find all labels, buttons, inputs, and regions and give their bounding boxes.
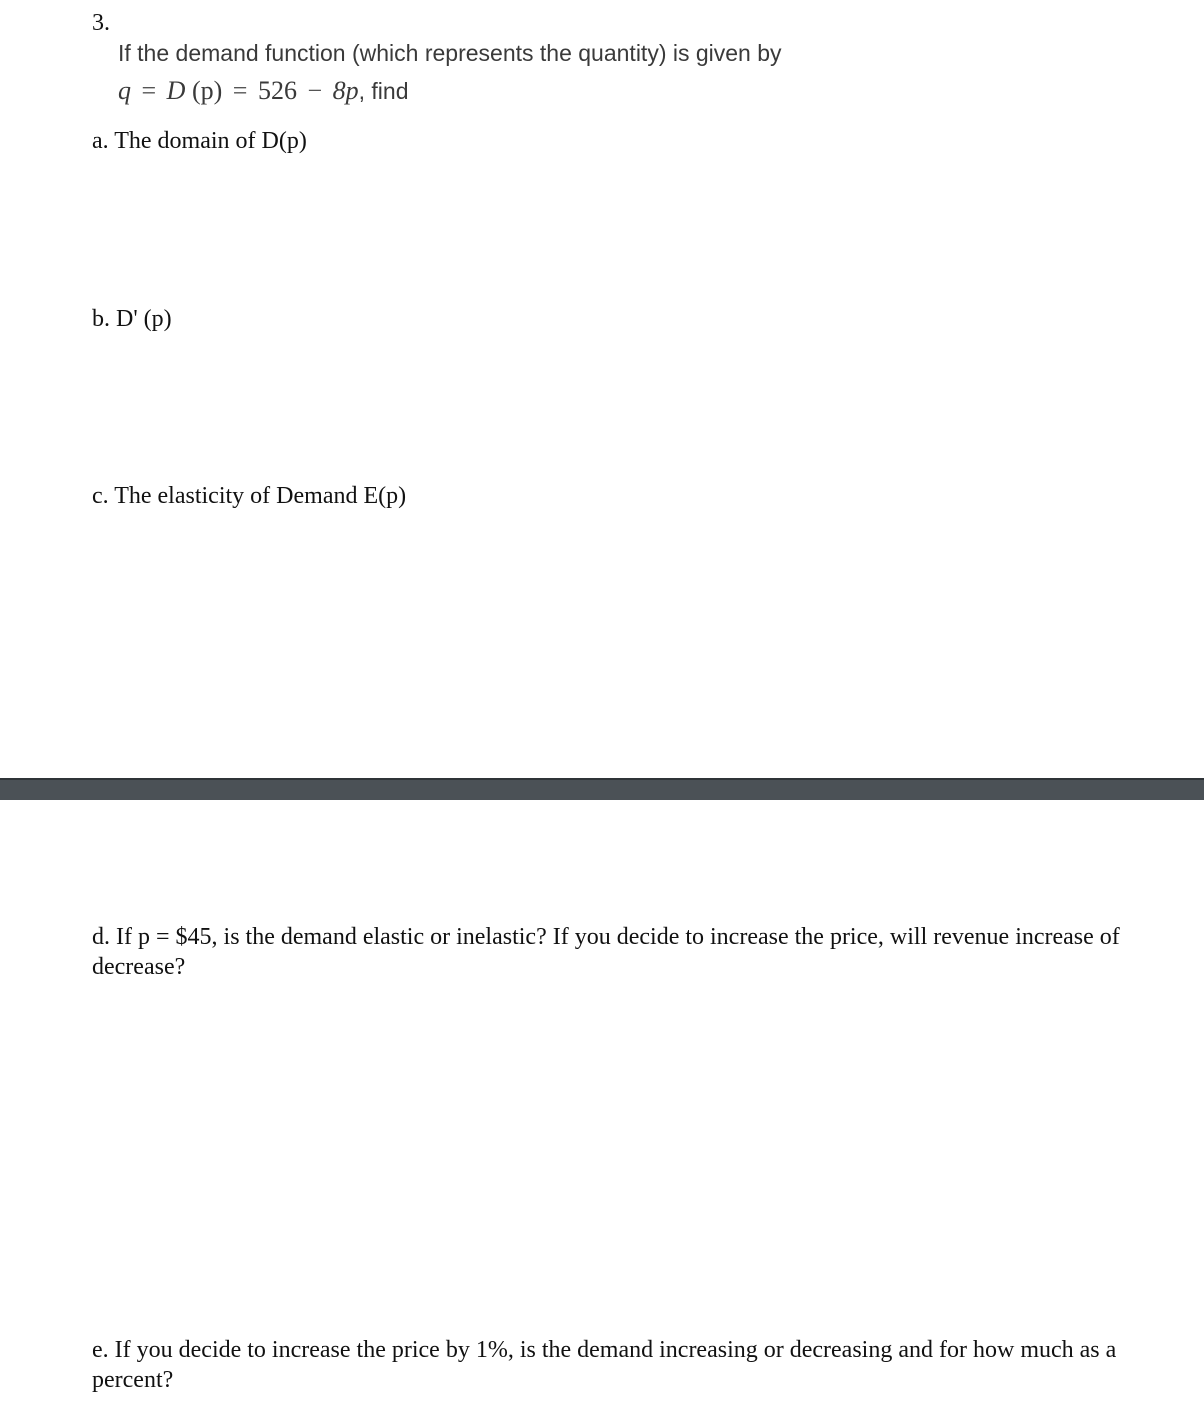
question-b: b. D' (p) [92,306,172,332]
question-c: c. The elasticity of Demand E(p) [92,483,407,509]
formula-arg: (p) [191,76,223,105]
formula-minus: − [307,76,323,105]
question-d: d. If p = $45, is the demand elastic or inelastic? If you decide to increase the price, will revenue increase of decrease? [92,924,1120,980]
formula-term: 8p [332,76,359,105]
formula-q: q [118,76,131,105]
formula-const: 526 [257,76,297,105]
formula-equals-1: = [141,76,157,105]
formula-func: D [166,76,186,105]
formula-suffix: , find [358,78,409,104]
question-e: e. If you decide to increase the price by 1%, is the demand increasing or decreasing and for how much as a percent? [92,1337,1117,1393]
page-divider [0,778,1204,800]
formula-equals-2: = [232,76,248,105]
problem-number: 3. [92,10,110,36]
question-a: a. The domain of D(p) [92,128,307,154]
problem-intro: If the demand function (which represents the quantity) is given by [118,40,782,66]
demand-formula [118,76,409,106]
